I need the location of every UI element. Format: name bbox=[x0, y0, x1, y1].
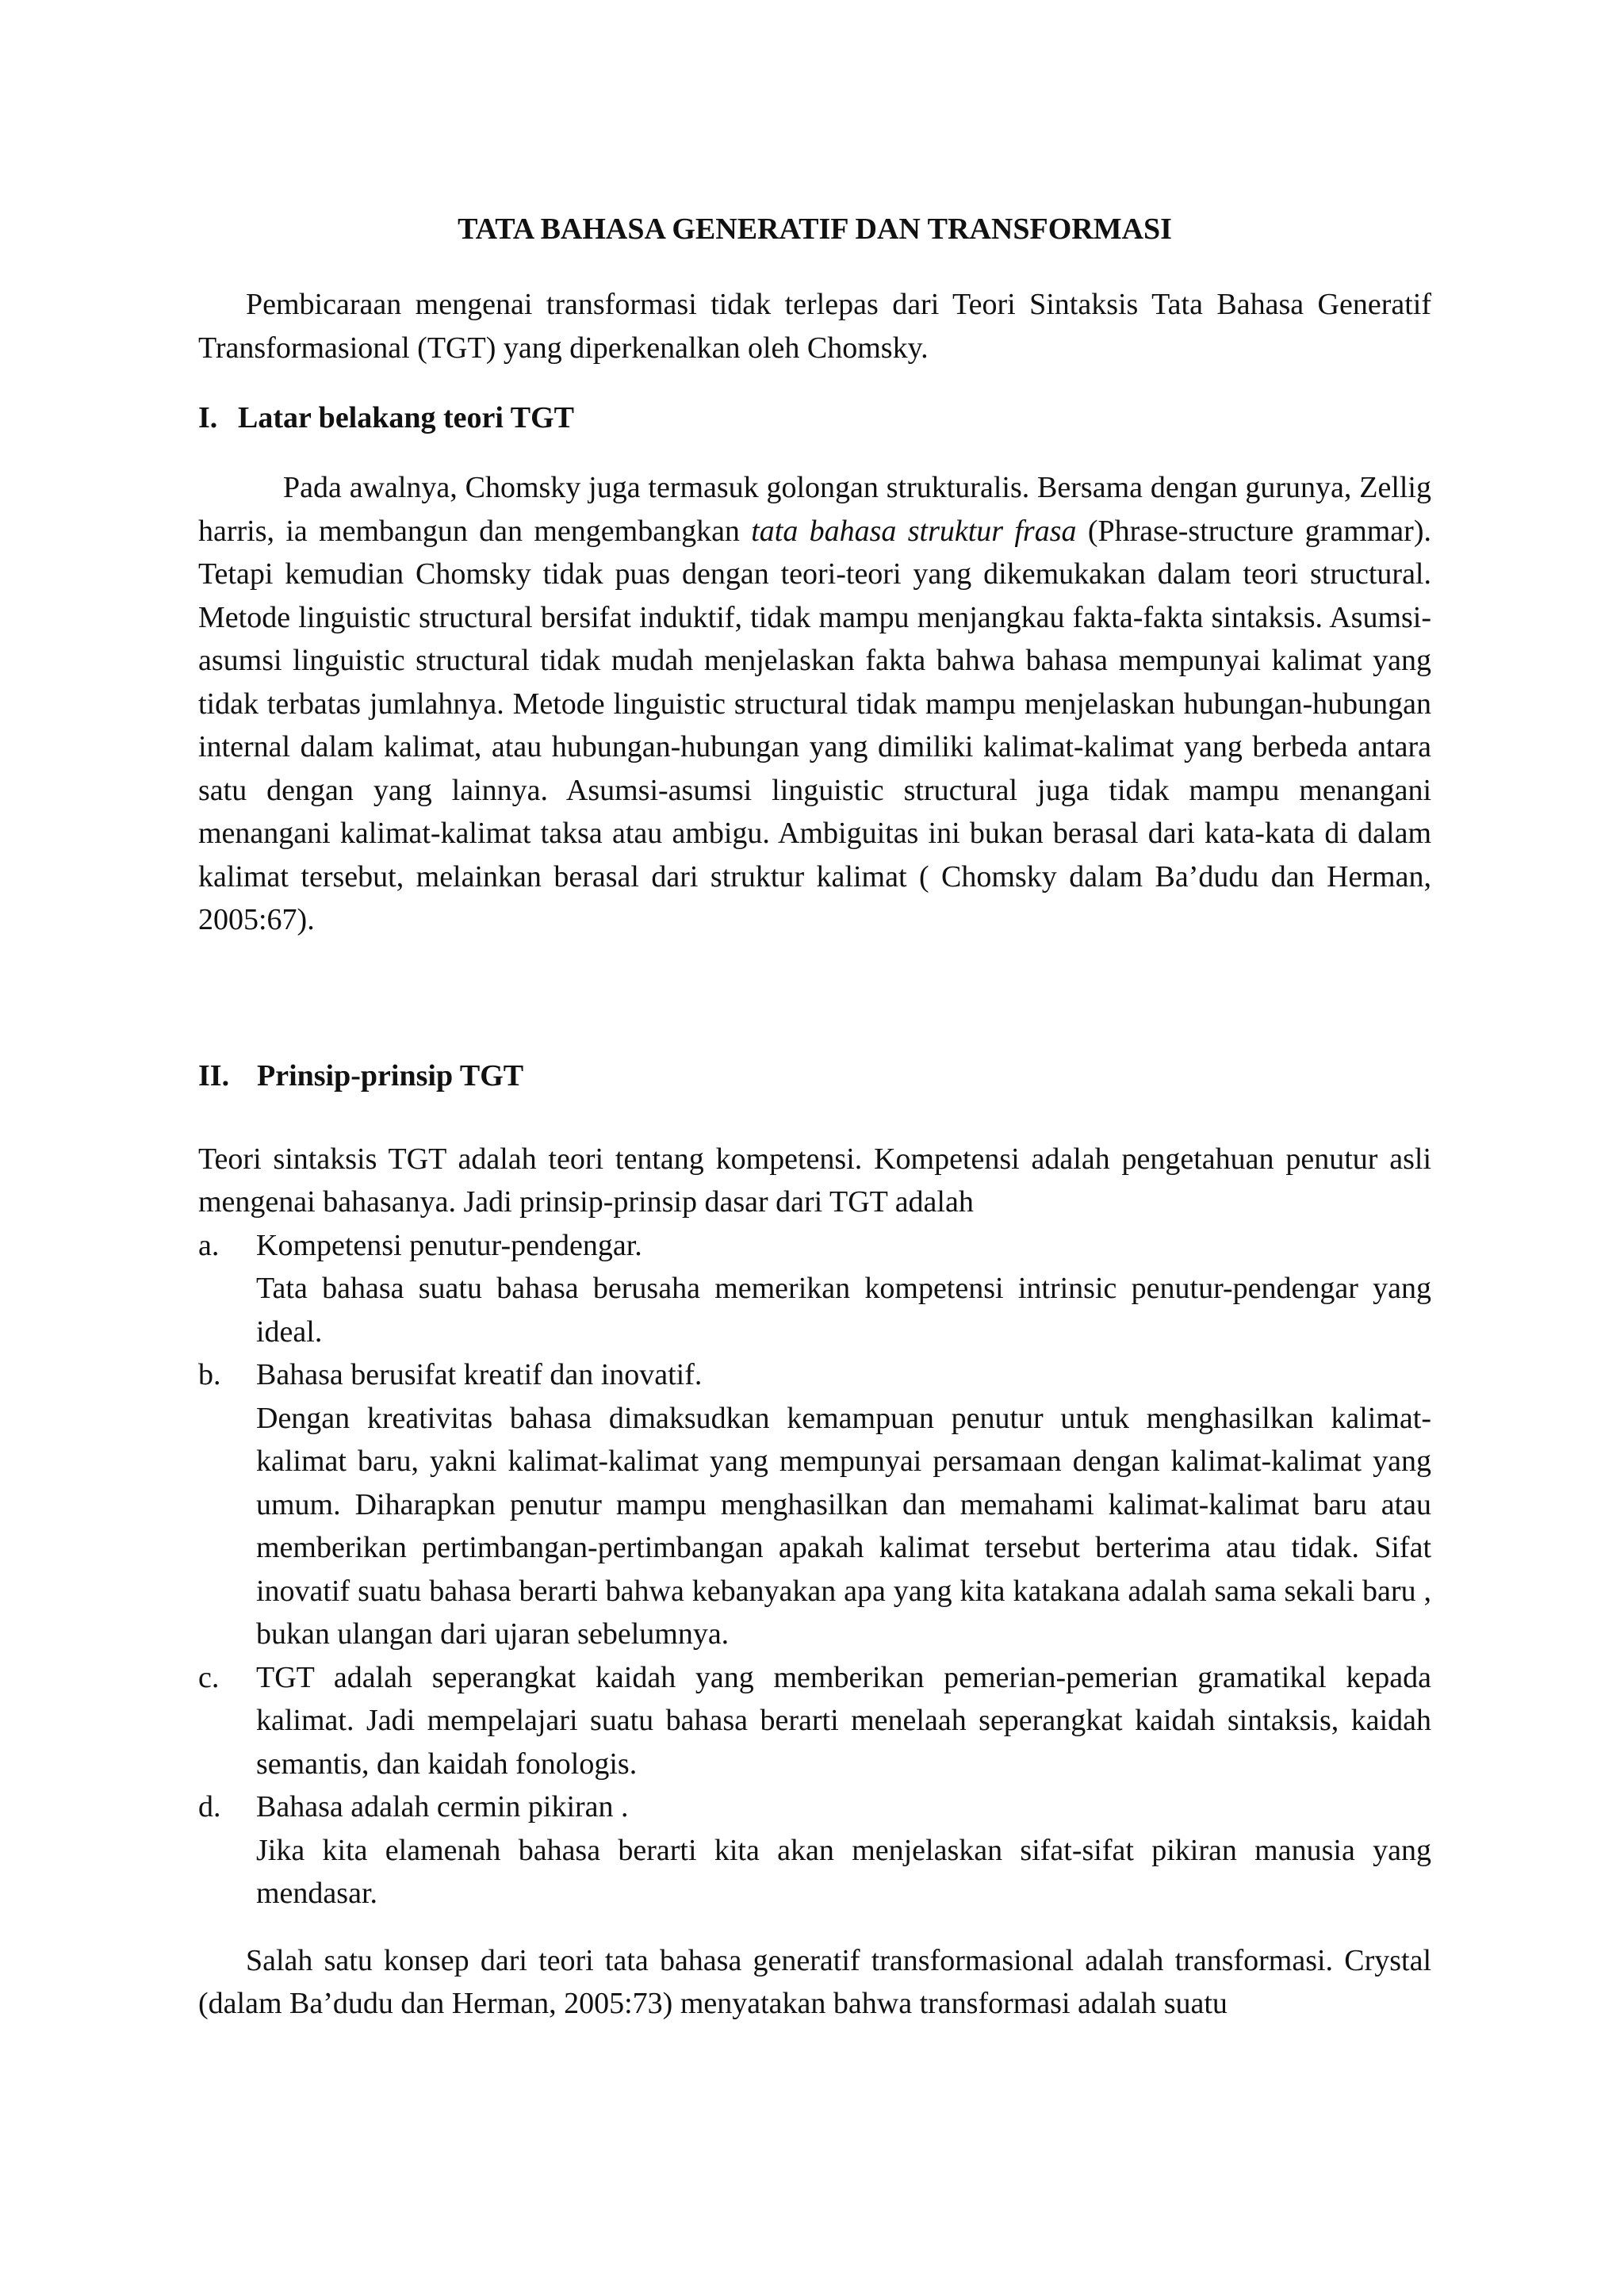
principles-list bbox=[198, 1224, 1431, 1915]
list-item bbox=[198, 1353, 1431, 1656]
list-item bbox=[198, 1656, 1431, 1786]
list-item-body: Dengan kreativitas bahasa dimaksudkan kemampuan penutur untuk menghasilkan kalimat-kalimat baru, yakni kalimat-kalimat yang mempunyai persamaan dengan kalimat-kalimat yang umum. Diharapkan penutur mampu menghasilkan dan memahami kalimat-kalimat baru atau memberikan pertimbangan-pertimbangan apakah kalimat tersebut berterima atau tidak. Sifat inovatif suatu bahasa berarti bahwa kebanyakan apa yang kita katakana adalah sama sekali baru , bukan ulangan dari ujaran sebelumnya. bbox=[256, 1401, 1431, 1651]
list-item bbox=[198, 1785, 1431, 1915]
section-2-heading bbox=[198, 1054, 1431, 1097]
section-1-text-b: (Phrase-structure grammar). Tetapi kemudian Chomsky tidak puas dengan teori-teori yang dikemukakan dalam teori structural. Metode linguistic structural bersifat induktif, tidak mampu menjangkau fakta-fakta sintaksis. Asumsi-asumsi linguistic structural tidak mudah menjelaskan fakta bahwa bahasa mempunyai kalimat yang tidak terbatas jumlahnya. Metode linguistic structural tidak mampu menjelaskan hubungan-hubungan internal dalam kalimat, atau hubungan-hubungan yang dimiliki kalimat-kalimat yang berbeda antara satu dengan yang lainnya. Asumsi-asumsi linguistic structural juga tidak mampu menangani menangani kalimat-kalimat taksa atau ambigu. Ambiguitas ini bukan berasal dari kata-kata di dalam kalimat tersebut, melainkan berasal dari struktur kalimat ( Chomsky dalam Ba’dudu dan Herman, 2005:67). bbox=[198, 514, 1431, 936]
list-item-head: Bahasa berusifat kreatif dan inovatif. bbox=[256, 1358, 703, 1391]
section-1-heading bbox=[198, 396, 1431, 439]
list-item-body: Jika kita elamenah bahasa berarti kita akan menjelaskan sifat-sifat pikiran manusia yang mendasar. bbox=[256, 1833, 1431, 1910]
list-marker: c. bbox=[198, 1660, 220, 1694]
section-2-title: Prinsip-prinsip TGT bbox=[257, 1058, 524, 1093]
section-1-title: Latar belakang teori TGT bbox=[238, 401, 575, 434]
list-marker: d. bbox=[198, 1790, 221, 1823]
list-item-body: Tata bahasa suatu bahasa berusaha memerikan kompetensi intrinsic penutur-pendengar yang ideal. bbox=[256, 1272, 1431, 1349]
list-item-head: Kompetensi penutur-pendengar. bbox=[256, 1228, 642, 1262]
document-title: TATA BAHASA GENERATIF DAN TRANSFORMASI bbox=[458, 212, 1172, 246]
section-2-lead: Teori sintaksis TGT adalah teori tentang kompetensi. Kompetensi adalah pengetahuan penutur asli mengenai bahasanya. Jadi prinsip-prinsip dasar dari TGT adalah bbox=[198, 1142, 1431, 1219]
intro-paragraph: Pembicaraan mengenai transformasi tidak terlepas dari Teori Sintaksis Tata Bahasa Generatif Transformasional (TGT) yang diperkenalkan oleh Chomsky. bbox=[198, 288, 1431, 365]
section-1-text-a: Pada awalnya, Chomsky juga termasuk golongan strukturalis. Bersama dengan gurunya, Zellig harris, ia membangun dan mengembangkan bbox=[198, 471, 1431, 548]
list-item-head: TGT adalah seperangkat kaidah yang memberikan pemerian-pemerian gramatikal kepada kalimat. Jadi mempelajari suatu bahasa berarti menelaah seperangkat kaidah sintaksis, kaidah semantis, dan kaidah fonologis. bbox=[256, 1660, 1431, 1781]
section-1-number: I. bbox=[198, 401, 218, 434]
list-item-head: Bahasa adalah cermin pikiran . bbox=[256, 1790, 629, 1823]
closing-paragraph: Salah satu konsep dari teori tata bahasa generatif transformasional adalah transformasi. Crystal (dalam Ba’dudu dan Herman, 2005:73) menyatakan bahwa transformasi adalah suatu bbox=[198, 1943, 1431, 2020]
list-marker: a. bbox=[198, 1228, 220, 1262]
list-item bbox=[198, 1224, 1431, 1354]
section-2-number: II. bbox=[198, 1058, 230, 1093]
section-1-italic-term: tata bahasa struktur frasa bbox=[751, 514, 1077, 548]
section-1-paragraph bbox=[198, 466, 1431, 942]
document-page bbox=[198, 208, 1431, 2026]
list-marker: b. bbox=[198, 1358, 221, 1391]
